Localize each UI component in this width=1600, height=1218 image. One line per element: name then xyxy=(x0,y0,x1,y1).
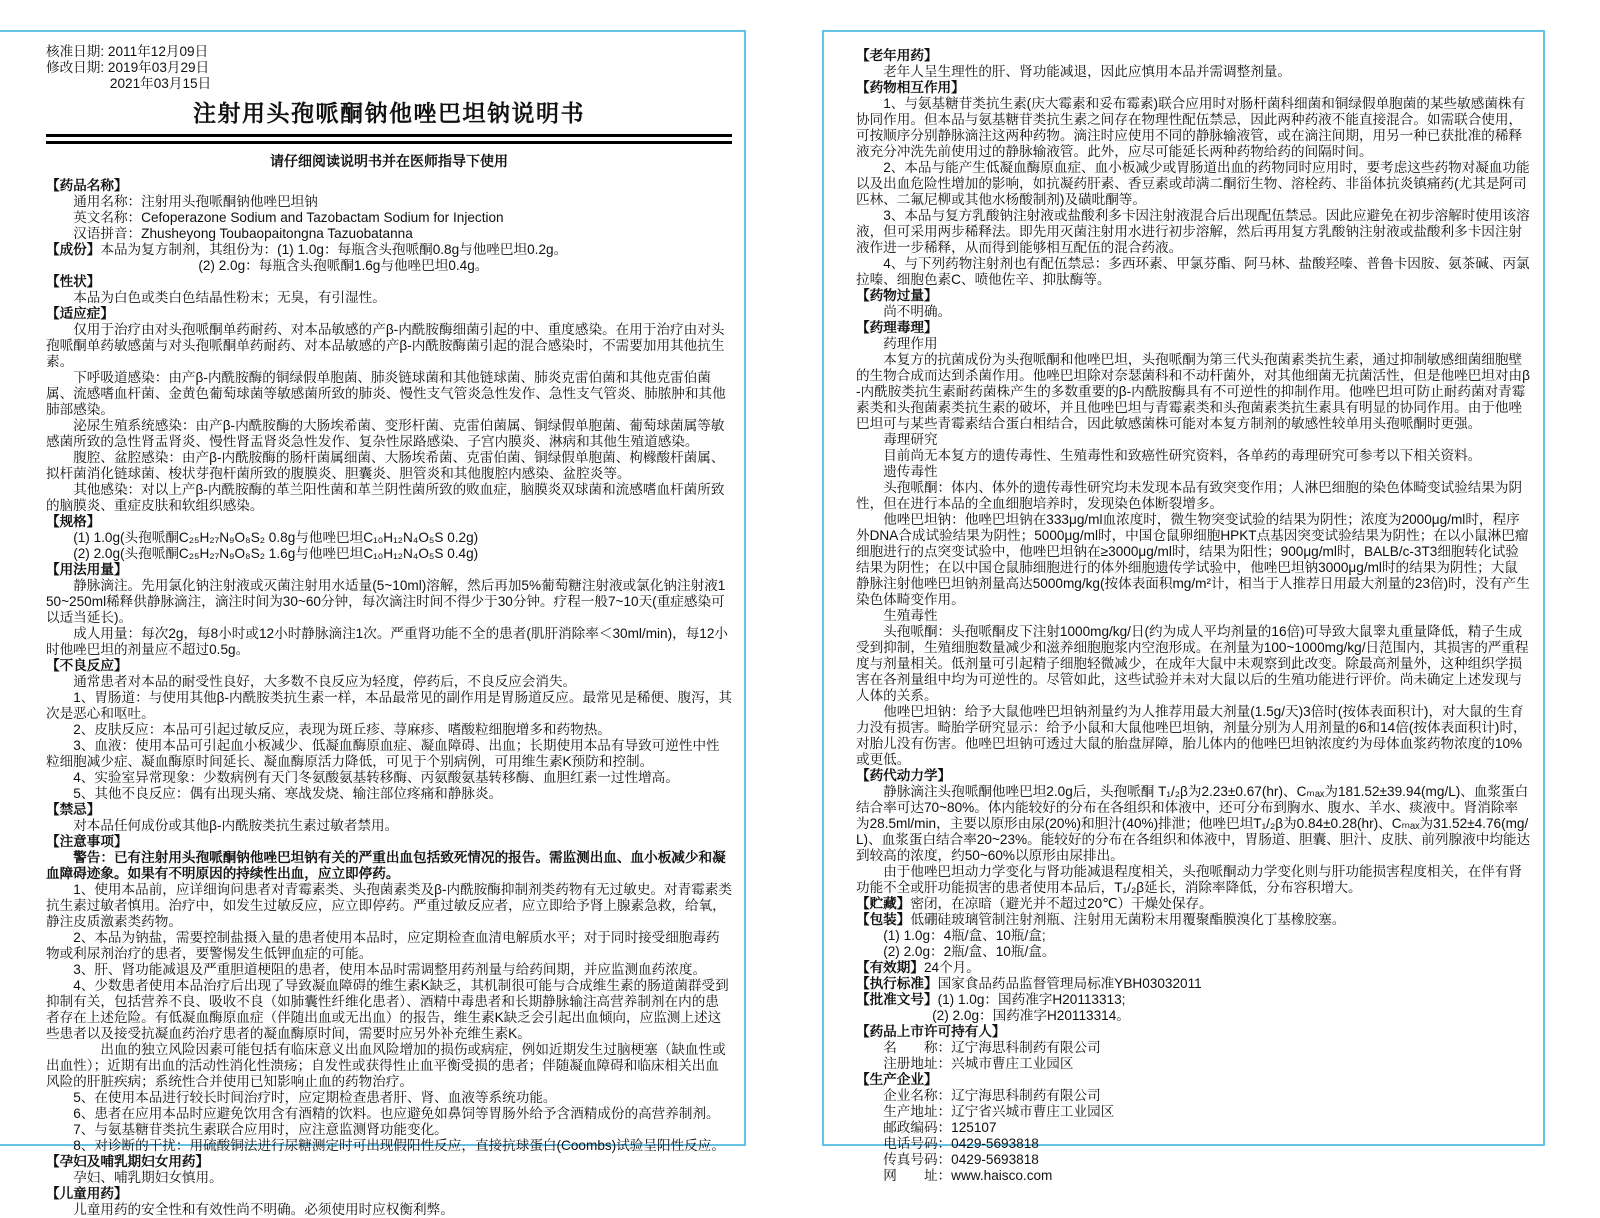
section-description xyxy=(46,274,732,306)
paragraph: 静脉滴注头孢哌酮他唑巴坦2.0g后，头孢哌酮 T₁/₂β为2.23±0.67(hr)、Cₘₐₓ为181.52±39.94(mg/L)、血浆蛋白结合率可达70~80%。体内能较好的分布在各组织和体液中，还可分布到胸水、腹水、羊水、痰液中。肾消除率为28.5ml/min，主要以原形由尿(20%)和胆汁(40%)排泄；他唑巴坦T₁/₂β为0.84±0.28(hr)、Cₘₐₓ为31.52±4.76(mg/L)、血浆蛋白结合率20~23%。能较好的分布在各组织和体液中，胃肠道、胆囊、胆汁、皮肤、前列腺液中均能达到较高的浓度，约50~60%以原形由尿排出。 xyxy=(856,784,1531,863)
section-first-line xyxy=(856,992,1531,1008)
heading-inline-text: 24个月。 xyxy=(923,960,980,975)
section-pregnancy xyxy=(46,1154,732,1186)
paragraph: 注册地址：兴城市曹庄工业园区 xyxy=(883,1056,1074,1071)
paragraph: 3、肝、肾功能减退及严重胆道梗阻的患者，使用本品时需调整用药剂量与给药间期，并应监测血药浓度。 xyxy=(73,962,707,977)
section-heading-precautions: 【注意事项】 xyxy=(46,834,128,849)
section-heading-storage: 【贮藏】 xyxy=(856,896,911,911)
section-first-line xyxy=(856,976,1531,992)
section-first-line xyxy=(856,1024,1531,1040)
paragraph: 1、使用本品前，应详细询问患者对青霉素类、头孢菌素类及β-内酰胺酶抑制剂类药物有无过敏史。对青霉素类抗生素过敏者慎用。治疗中，如发生过敏反应，应立即停药。严重过敏反应者，应立即给予肾上腺素急救，给氧，静注皮质激素类药物。 xyxy=(46,882,732,929)
section-heading-strength: 【规格】 xyxy=(46,514,101,529)
paragraph: (2) 2.0g(头孢哌酮C₂₅H₂₇N₉O₈S₂ 1.6g与他唑巴坦C₁₀H₁₂N₄O₅S 0.4g) xyxy=(73,546,479,561)
paragraph: 5、在使用本品进行较长时间治疗时，应定期检查患者肝、肾、血液等系统功能。 xyxy=(73,1090,557,1105)
paragraph: 药理作用 xyxy=(883,336,938,351)
paragraph: 7、与氨基糖苷类抗生素联合应用时，应注意监测肾功能变化。 xyxy=(73,1122,448,1137)
section-heading-manufacturer: 【生产企业】 xyxy=(856,1072,938,1087)
paragraph: 1、胃肠道：与使用其他β-内酰胺类抗生素一样，本品最常见的副作用是胃肠道反应。最常见是稀便、腹泻，其次是恶心和呕吐。 xyxy=(46,690,732,721)
paragraph: 他唑巴坦钠：他唑巴坦钠在333μg/ml血浓度时，微生物突变试验的结果为阴性；浓度为2000μg/ml时，程序外DNA合成试验结果为阴性；5000μg/ml时，中国仓鼠卵细胞HPKT点基因突变试验结果为阴性；在以小鼠淋巴瘤细胞进行的点突变试验中，他唑巴坦钠在≥3000μg/ml时，结果为阳性；900μg/ml时，BALB/c-3T3细胞转化试验结果为阴性；在以中国仓鼠肺细胞进行的体外细胞遗传学试验中，他唑巴坦钠3000μg/ml时的结果为阴性；大鼠静脉注射他唑巴坦钠剂量高达5000mg/kg(按体表面积mg/m²计，相当于人推荐日用最大剂量的23倍)时，没有产生染色体畸变作用。 xyxy=(856,512,1530,607)
paragraph: (1) 1.0g：4瓶/盒、10瓶/盒; xyxy=(883,928,1046,943)
paragraph: (2) 2.0g：2瓶/盒、10瓶/盒。 xyxy=(883,944,1056,959)
section-heading-standard: 【执行标准】 xyxy=(856,976,938,991)
section-first-line xyxy=(856,1072,1531,1088)
paragraph: 企业名称：辽宁海思科制药有限公司 xyxy=(883,1088,1101,1103)
section-heading-pharmacology-toxicology: 【药理毒理】 xyxy=(856,320,938,335)
paragraph: 静脉滴注。先用氯化钠注射液或灭菌注射用水适量(5~10ml)溶解，然后再加5%葡萄糖注射液或氯化钠注射液150~250ml稀释供静脉滴注，滴注时间为30~60分钟，每次滴注时间不得少于30分钟。疗程一般7~10天(重症感染可以适当延长)。 xyxy=(46,578,726,625)
paragraph: 传真号码：0429-5693818 xyxy=(883,1152,1039,1167)
paragraph: 3、血液：使用本品可引起血小板减少、低凝血酶原血症、凝血障碍、出血；长期使用本品有导致可逆性中性粒细胞减少症、凝血酶原时间延长、凝血酶原活力降低，可见于个别病例，可用维生素K预防和控制。 xyxy=(46,738,720,769)
section-heading-shelf-life: 【有效期】 xyxy=(856,960,924,975)
paragraph: 本复方的抗菌成份为头孢哌酮和他唑巴坦，头孢哌酮为第三代头孢菌素类抗生素，通过抑制敏感细菌细胞壁的生物合成而达到杀菌作用。他唑巴坦除对奈瑟菌科和不动杆菌外，对其他细菌无抗菌活性，但是他唑巴坦对由β-内酰胺类抗生素耐药菌株产生的多数重要的β-内酰胺酶具有不可逆性的抑制作用。他唑巴坦可防止耐药菌对青霉素类和头孢菌素类抗生素的破坏，并且他唑巴坦与青霉素类和头孢菌素类抗生素具有明显的协同作用。由于他唑巴坦可与某些青霉素结合蛋白相结合，因此敏感菌株可能对本复方制剂的敏感性较单用头孢哌酮时更强。 xyxy=(856,352,1530,431)
section-dosage xyxy=(46,562,732,658)
paragraph: 4、实验室异常现象：少数病例有天门冬氨酸氨基转移酶、丙氨酸氨基转移酶、血胆红素一过性增高。 xyxy=(73,770,679,785)
section-storage xyxy=(856,896,1531,912)
document-title: 注射用头孢哌酮钠他唑巴坦钠说明书 xyxy=(193,100,585,126)
section-first-line xyxy=(856,768,1531,784)
section-heading-adverse-reactions: 【不良反应】 xyxy=(46,658,128,673)
section-first-line xyxy=(46,306,732,322)
section-heading-pediatric: 【儿童用药】 xyxy=(46,1186,128,1201)
section-first-line xyxy=(856,896,1531,912)
section-pharmacology-toxicology xyxy=(856,320,1531,768)
revision-date-line: 修改日期: 2019年03月29日 xyxy=(46,60,210,75)
section-adverse-reactions xyxy=(46,658,732,802)
section-heading-license-holder: 【药品上市许可持有人】 xyxy=(856,1024,1006,1039)
section-first-line xyxy=(46,1154,732,1170)
heading-inline-text: (1) 1.0g：国药准字H20113313; xyxy=(937,992,1126,1007)
paragraph: 孕妇、哺乳期妇女慎用。 xyxy=(73,1170,223,1185)
paragraph: 儿童用药的安全性和有效性尚不明确。必须使用时应权衡利弊。 xyxy=(73,1202,454,1217)
section-first-line xyxy=(856,912,1531,928)
section-first-line xyxy=(856,960,1531,976)
section-heading-pregnancy: 【孕妇及哺乳期妇女用药】 xyxy=(46,1154,210,1169)
paragraph: 由于他唑巴坦动力学变化与肾功能减退程度相关，头孢哌酮动力学变化则与肝功能损害程度相关，在伴有肾功能不全或肝功能损害的患者使用本品后，T₁/₂β延长，消除率降低，分布容积增大。 xyxy=(856,864,1523,895)
paragraph: 头孢哌酮：体内、体外的遗传毒性研究均未发现本品有致突变作用；人淋巴细胞的染色体畸变试验结果为阴性，但在进行本品的全血细胞培养时，发现染色体断裂增多。 xyxy=(856,480,1523,511)
page-right xyxy=(822,30,1545,1183)
section-heading-composition: 【成份】 xyxy=(46,242,101,257)
paragraph: 2、本品为钠盐，需要控制盐摄入量的患者使用本品时，应定期检查血清电解质水平；对于同时接受细胞毒药物或利尿剂治疗的患者，要警惕发生低钾血症的可能。 xyxy=(46,930,720,961)
section-indications xyxy=(46,306,732,514)
section-heading-pharmacokinetics: 【药代动力学】 xyxy=(856,768,952,783)
section-license-holder xyxy=(856,1024,1531,1072)
paragraph: 他唑巴坦钠：给予大鼠他唑巴坦钠剂量约为人推荐用最大剂量(1.5g/天)3倍时(按体表面积计)，对大鼠的生育力没有损害。畸胎学研究显示：给予小鼠和大鼠他唑巴坦钠，剂量分别为人用剂量的6和14倍(按体表面积计)时，对胎儿没有伤害。他唑巴坦钠可透过大鼠的胎盘屏障，胎儿体内的他唑巴坦钠浓度约为母体血浆药物浓度的10%或更低。 xyxy=(856,704,1527,767)
paragraph: 邮政编码：125107 xyxy=(883,1120,997,1135)
section-first-line xyxy=(46,178,732,194)
section-heading-dosage: 【用法用量】 xyxy=(46,562,128,577)
section-standard xyxy=(856,976,1531,992)
double-rule-divider xyxy=(46,134,732,144)
paragraph: 2、皮肤反应：本品可引起过敏反应，表现为斑丘疹、荨麻疹、嗜酸粒细胞增多和药物热。 xyxy=(73,722,611,737)
paragraph: 8、对诊断的干扰：用硫酸铜法进行尿糖测定时可出现假阳性反应，直接抗球蛋白(Coombs)试验呈阳性反应。 xyxy=(73,1138,725,1153)
paragraph: 头孢哌酮：头孢哌酮皮下注射1000mg/kg/日(约为成人平均剂量的16倍)可导致大鼠睾丸重量降低，精子生成受到抑制，生殖细胞数量减少和滋养细胞胞浆内空泡形成。在剂量为100~1000mg/kg/日范围内，其损害的严重程度与剂量相关。低剂量可引起精子细胞轻微减少，在成年大鼠中未观察到此改变。除最高剂量外，这种组织学损害在各剂量组中均为可逆性的。尽管如此，这些试验并未对大鼠以后的生殖功能进行评价。尚未确定上述发现与人体的关系。 xyxy=(856,624,1529,703)
paragraph: 生殖毒性 xyxy=(883,608,938,623)
paragraph: 毒理研究 xyxy=(883,432,938,447)
heading-inline-text: 低硼硅玻璃管制注射剂瓶、注射用无菌粉末用覆聚酯膜溴化丁基橡胶塞。 xyxy=(910,912,1346,927)
section-heading-contraindications: 【禁忌】 xyxy=(46,802,101,817)
paragraph: 英文名称：Cefoperazone Sodium and Tazobactam Sodium for Injection xyxy=(73,210,504,225)
heading-inline-text: 本品为复方制剂，其组份为：(1) 1.0g：每瓶含头孢哌酮0.8g与他唑巴坦0.2g。 xyxy=(100,242,568,257)
paragraph: (2) 2.0g：每瓶含头孢哌酮1.6g与他唑巴坦0.4g。 xyxy=(198,258,489,273)
approval-dates xyxy=(46,44,732,92)
paragraph: 5、其他不良反应：偶有出现头痛、寒战发烧、输注部位疼痛和静脉炎。 xyxy=(73,786,503,801)
section-first-line xyxy=(46,242,732,258)
left-sections xyxy=(46,178,732,1218)
section-manufacturer xyxy=(856,1072,1531,1184)
paragraph: 4、与下列药物注射剂也有配伍禁忌：多西环素、甲氯芬酯、阿马林、盐酸羟嗪、普鲁卡因胺、氨茶碱、丙氯拉嗪、细胞色素C、喷他佐辛、抑肽酶等。 xyxy=(856,256,1530,287)
paragraph: (1) 1.0g(头孢哌酮C₂₅H₂₇N₉O₈S₂ 0.8g与他唑巴坦C₁₀H₁₂N₄O₅S 0.2g) xyxy=(73,530,479,545)
paragraph: 成人用量：每次2g，每8小时或12小时静脉滴注1次。严重肾功能不全的患者(肌肝消除率＜30ml/min)，每12小时他唑巴坦的剂量应不超过0.5g。 xyxy=(46,626,729,657)
paragraph: 通常患者对本品的耐受性良好，大多数不良反应为轻度，停药后，不良反应会消失。 xyxy=(73,674,577,689)
page-left xyxy=(0,30,746,1217)
section-strength xyxy=(46,514,732,562)
section-first-line xyxy=(46,1186,732,1202)
revision-date-line-2: 2021年03月15日 xyxy=(109,76,212,91)
paragraph: 老年人呈生理性的肝、肾功能减退，因此应慎用本品并需调整剂量。 xyxy=(883,64,1291,79)
section-interactions xyxy=(856,80,1531,288)
section-precautions xyxy=(46,834,732,1154)
section-heading-description: 【性状】 xyxy=(46,274,101,289)
section-first-line xyxy=(856,80,1531,96)
paragraph: 仅用于治疗由对头孢哌酮单药耐药、对本品敏感的产β-内酰胺酶细菌引起的中、重度感染。在用于治疗由对头孢哌酮单药敏感菌与对头孢哌酮单药耐药、对本品敏感的产β-内酰胺酶菌引起的混合感染时，不需要加用其他抗生素。 xyxy=(46,322,725,369)
section-heading-geriatric: 【老年用药】 xyxy=(856,48,938,63)
section-geriatric xyxy=(856,48,1531,80)
section-first-line xyxy=(46,274,732,290)
section-approval-number xyxy=(856,992,1531,1024)
section-heading-indications: 【适应症】 xyxy=(46,306,114,321)
section-first-line xyxy=(46,834,732,850)
section-pediatric xyxy=(46,1186,732,1218)
section-first-line xyxy=(46,562,732,578)
paragraph: 生产地址：辽宁省兴城市曹庄工业园区 xyxy=(883,1104,1115,1119)
section-pharmacokinetics xyxy=(856,768,1531,896)
paragraph: 4、少数患者使用本品治疗后出现了导致凝血障碍的维生素K缺乏，其机制很可能与合成维生素的肠道菌群受到抑制有关，包括营养不良、吸收不良（如肺囊性纤维化患者）、酒精中毒患者和长期静脉输注高营养制剂在内的患者存在上述危险。有低凝血酶原血症（伴随出血或无出血）的报告，维生素K缺乏会引起出血倾向，应监测上述这些患者以及接受抗凝血药治疗患者的凝血酶原时间，需要时应另外补充维生素K。 xyxy=(46,978,729,1041)
paragraph: 2、本品与能产生低凝血酶原血症、血小板减少或胃肠道出血的药物同时应用时，要考虑这些药物对凝血功能以及出血危险性增加的影响，如抗凝药肝素、香豆素或茚满二酮衍生物、溶栓药、非甾体抗炎镇痛药(尤其是阿司匹林、二氟尼柳或其他水杨酸制剂)及磺吡酮等。 xyxy=(856,160,1530,207)
paragraph: 警告：已有注射用头孢哌酮钠他唑巴坦钠有关的严重出血包括致死情况的报告。需监测出血、血小板减少和凝血障碍迹象。如果有不明原因的持续性出血，应立即停药。 xyxy=(46,850,726,881)
paragraph: 通用名称：注射用头孢哌酮钠他唑巴坦钠 xyxy=(73,194,318,209)
paragraph: 电话号码：0429-5693818 xyxy=(883,1136,1039,1151)
paragraph: 名 称：辽宁海思科制药有限公司 xyxy=(883,1040,1101,1055)
section-first-line xyxy=(46,514,732,530)
paragraph: 1、与氨基糖苷类抗生素(庆大霉素和妥布霉素)联合应用时对肠杆菌科细菌和铜绿假单胞菌的某些敏感菌株有协同作用。但本品与氨基糖苷类抗生素之间存在物理性配伍禁忌，因此两种药液不能直接混合。如需联合使用，可按顺序分别静脉滴注这两种药物。滴注时应使用不同的静脉输液管，或在滴注间期，用另一种已获批准的稀释液充分冲洗先前使用过的静脉输液管。此外，应尽可能延长两种药物给药的间隔时间。 xyxy=(856,96,1526,159)
heading-inline-text: 国家食品药品监督管理局标准YBH03032011 xyxy=(937,976,1202,991)
section-packaging xyxy=(856,912,1531,960)
section-shelf-life xyxy=(856,960,1531,976)
paragraph: 其他感染：对以上产β-内酰胺酶的革兰阳性菌和革兰阴性菌所致的败血症，脑膜炎双球菌和流感嗜血杆菌所致的脑膜炎、重症皮肤和软组织感染。 xyxy=(46,482,725,513)
section-first-line xyxy=(46,802,732,818)
paragraph: 下呼吸道感染：由产β-内酰胺酶的铜绿假单胞菌、肺炎链球菌和其他链球菌、肺炎克雷伯菌和其他克雷伯菌属、流感嗜血杆菌、金黄色葡萄球菌等敏感菌所致的肺炎、慢性支气管炎急性发作、急性支气管炎、肺脓肿和其他肺部感染。 xyxy=(46,370,726,417)
paragraph: 尚不明确。 xyxy=(883,304,952,319)
section-first-line xyxy=(856,48,1531,64)
paragraph: 网 址：www.haisco.com xyxy=(883,1168,1053,1183)
section-heading-overdose: 【药物过量】 xyxy=(856,288,938,303)
paragraph: 6、患者在应用本品时应避免饮用含有酒精的饮料。也应避免如鼻饲等胃肠外给予含酒精成份的高营养制剂。 xyxy=(73,1106,720,1121)
paragraph: (2) 2.0g：国药准字H20113314。 xyxy=(932,1008,1130,1023)
section-first-line xyxy=(46,658,732,674)
section-heading-interactions: 【药物相互作用】 xyxy=(856,80,965,95)
paragraph: 出血的独立风险因素可能包括有临床意义出血风险增加的损伤或病症，例如近期发生过脑梗塞（缺血性或出血性）；近期有出血的活动性消化性溃疡；自发性或获得性止血平衡受损的患者；伴随凝血障碍和临床相关出血风险的肝脏疾病；系统性合并使用已知影响止血的药物治疗。 xyxy=(46,1042,726,1089)
section-heading-approval-number: 【批准文号】 xyxy=(856,992,938,1007)
paragraph: 3、本品与复方乳酸钠注射液或盐酸利多卡因注射液混合后出现配伍禁忌。因此应避免在初步溶解时使用该溶液，但可采用两步稀释法。即先用灭菌注射用水进行初步溶解，然后再用复方乳酸钠注射液或盐酸利多卡因注射液作进一步稀释，从而得到能够相互配伍的混合药液。 xyxy=(856,208,1530,255)
paragraph: 腹腔、盆腔感染：由产β-内酰胺酶的肠杆菌属细菌、大肠埃希菌、克雷伯菌、铜绿假单胞菌、枸橼酸杆菌属、拟杆菌消化链球菌、梭状芽孢杆菌所致的腹膜炎、胆囊炎、胆管炎和其他腹腔内感染、盆腔炎等。 xyxy=(46,450,725,481)
paragraph: 本品为白色或类白色结晶性粉末；无臭，有引湿性。 xyxy=(73,290,386,305)
section-heading-drug-name: 【药品名称】 xyxy=(46,178,128,193)
section-drug-name xyxy=(46,178,732,242)
paragraph: 遗传毒性 xyxy=(883,464,938,479)
paragraph: 对本品任何成份或其他β-内酰胺类抗生素过敏者禁用。 xyxy=(73,818,399,833)
section-heading-packaging: 【包装】 xyxy=(856,912,911,927)
paragraph: 汉语拼音：Zhusheyong Toubaopaitongna Tazuobatanna xyxy=(73,226,413,241)
paragraph: 目前尚无本复方的遗传毒性、生殖毒性和致癌性研究资料，各单药的毒理研究可参考以下相关资料。 xyxy=(883,448,1482,463)
section-composition xyxy=(46,242,732,274)
heading-inline-text: 密闭，在凉暗（避光并不超过20℃）干燥处保存。 xyxy=(910,896,1213,911)
section-first-line xyxy=(856,288,1531,304)
section-first-line xyxy=(856,320,1531,336)
read-instructions-notice: 请仔细阅读说明书并在医师指导下使用 xyxy=(270,153,508,169)
paragraph: 泌尿生殖系统感染：由产β-内酰胺酶的大肠埃希菌、变形杆菌、克雷伯菌属、铜绿假单胞菌、葡萄球菌属等敏感菌所致的急性肾盂肾炎、慢性肾盂肾炎急性发作、复杂性尿路感染、子宫内膜炎、淋病和其他生殖道感染。 xyxy=(46,418,725,449)
section-overdose xyxy=(856,288,1531,320)
approval-date-line: 核准日期: 2011年12月09日 xyxy=(46,44,209,59)
right-sections xyxy=(856,48,1531,1184)
section-contraindications xyxy=(46,802,732,834)
